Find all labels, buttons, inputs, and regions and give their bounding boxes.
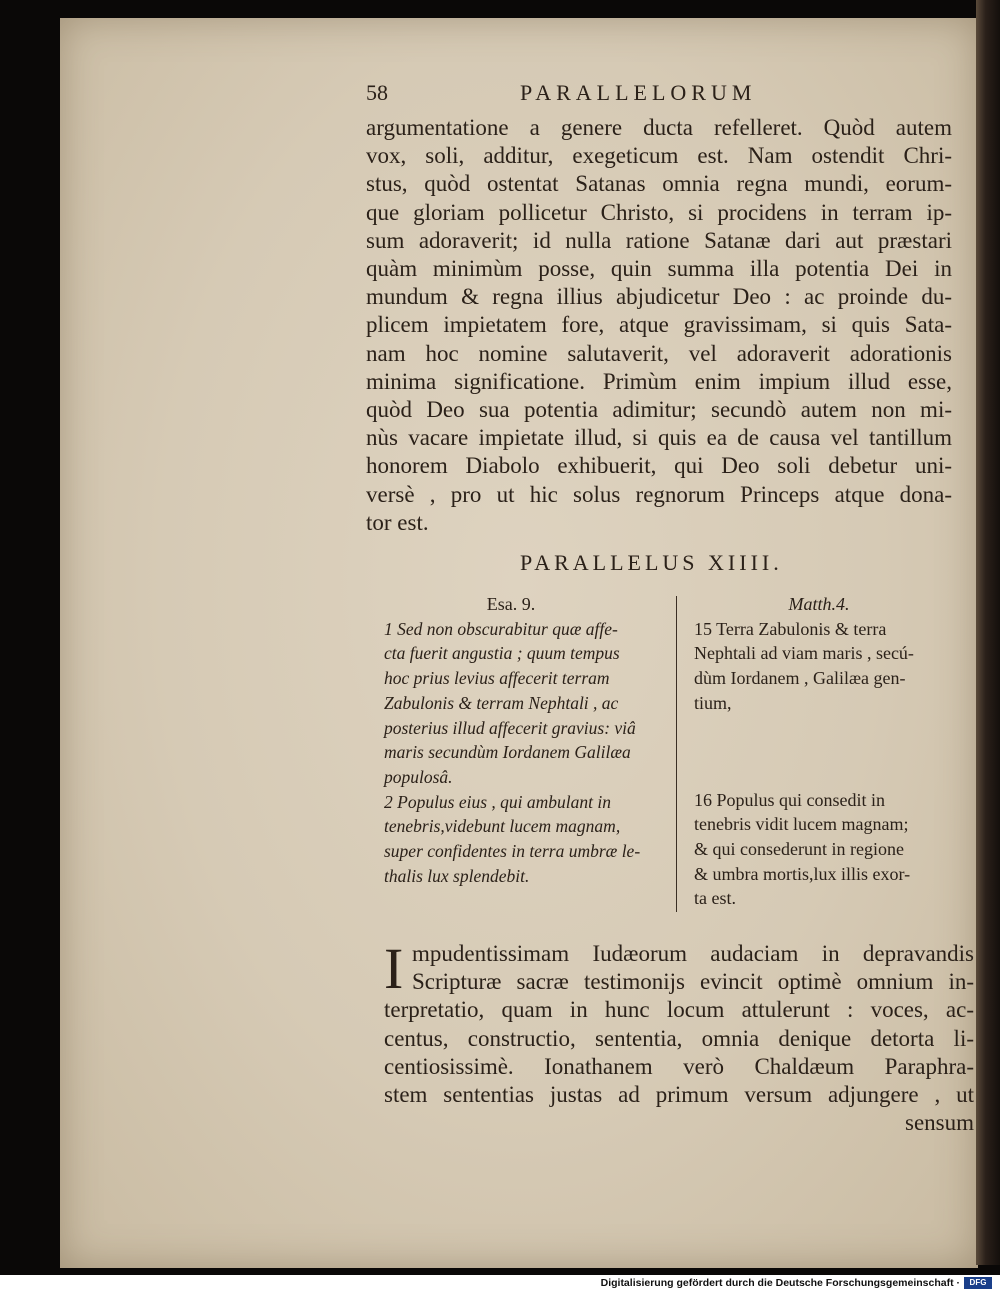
verse-line: hoc prius levius affecerit terram [384,668,610,689]
section-heading: PARALLELUS XIIII. [520,550,783,575]
page-edge-shadow [976,0,1000,1265]
page-number: 58 [366,80,388,105]
verse-line: cta fuerit angustia ; quum tempus [384,643,620,664]
body-line: terpretatio, quam in hunc locum attulerunt : voces, ac- [384,997,974,1023]
body-line: tor est. [366,509,429,535]
catchword: sensum [905,1110,974,1136]
left-column-esa [384,592,668,888]
verse-line: 16 Populus qui consedit in [694,789,886,810]
body-line: stem sententias justas ad primum versum adjungere , ut [384,1082,974,1108]
body-line: versè , pro ut hic solus regnorum Princeps atque dona- [366,481,952,507]
verse-line: & umbra mortis,lux illis exor- [694,863,911,884]
body-line: centus, constructio, sententia, omnia denique detorta li- [384,1025,974,1051]
body-line: nùs vacare impietate illud, si quis ea de causa vel tantillum [366,425,952,451]
body-line: honorem Diabolo exhibuerit, qui Deo soli debetur uni- [366,453,952,479]
body-line: nam hoc nomine salutaverit, vel adoraverit adorationis [366,340,952,366]
verse-line: 15 Terra Zabulonis & terra [694,618,887,639]
verse-line: maris secundùm Iordanem Galilæa [384,742,631,763]
verse-line: thalis lux splendebit. [384,865,530,886]
body-line: quòd Deo sua potentia adimitur; secundò autem non mi- [366,397,952,423]
column-divider [676,596,677,912]
verse-line: Zabulonis & terram Nephtali , ac [384,692,619,713]
verse-gap [694,716,964,788]
body-line: que gloriam pollicetur Christo, si procidens in terram ip- [366,199,952,225]
scan-top-border [0,0,1000,18]
body-line: Scripturæ sacræ testimonijs evincit optimè omnium in- [412,969,974,995]
verse-line: & qui consederunt in regione [694,838,904,859]
body-paragraph [366,114,952,537]
right-column-heading: Matth.4. [788,594,850,614]
body-line: minima significatione. Primùm enim impium illud esse, [366,368,952,394]
verse-line: 1 Sed non obscurabitur quæ affe- [384,618,618,639]
body-line: mpudentissimam Iudæorum audaciam in depravandis [412,941,974,966]
body-line: quàm minimùm posse, quin summa illa potentia Dei in [366,256,952,282]
body-line: argumentatione a genere ducta refelleret. Quòd autem [366,115,952,140]
right-column-matth [694,592,964,911]
body-line: vox, soli, additur, exegeticum est. Nam ostendit Chri- [366,143,952,169]
body-line: plicem impietatem fore, atque gravissimam, si quis Sata- [366,312,952,338]
verse-line: tium, [694,692,732,713]
verse-line: Nephtali ad viam maris , secú- [694,643,914,664]
body-line: sum adoraverit; id nulla ratione Satanæ dari aut præstari [366,227,952,253]
verse-line: posterius illud affecerit gravius: viâ [384,717,636,738]
commentary-paragraph [384,936,974,1137]
verse-line: ta est. [694,888,736,909]
body-line: stus, quòd ostentat Satanas omnia regna mundi, eorum- [366,171,952,197]
verse-line: 2 Populus eius , qui ambulant in [384,791,612,812]
verse-line: tenebris vidit lucem magnam; [694,814,909,835]
left-column-heading: Esa. 9. [486,594,536,614]
verse-line: super confidentes in terra umbræ le- [384,841,641,862]
funding-credit: Digitalisierung gefördert durch die Deutsche Forschungsgemeinschaft · [600,1277,960,1289]
verse-line: dùm Iordanem , Galilæa gen- [694,668,906,689]
verse-line: tenebris,videbunt lucem magnam, [384,816,621,837]
body-line: centiosissimè. Ionathanem verò Chaldæum Paraphra- [384,1053,974,1079]
drop-cap: I [384,936,404,1001]
body-line: mundum & regna illius abjudicetur Deo : ac proinde du- [366,284,952,310]
verse-line: populosâ. [384,766,453,787]
running-title: PARALLELORUM [520,80,757,105]
dfg-logo: DFG [964,1277,992,1289]
